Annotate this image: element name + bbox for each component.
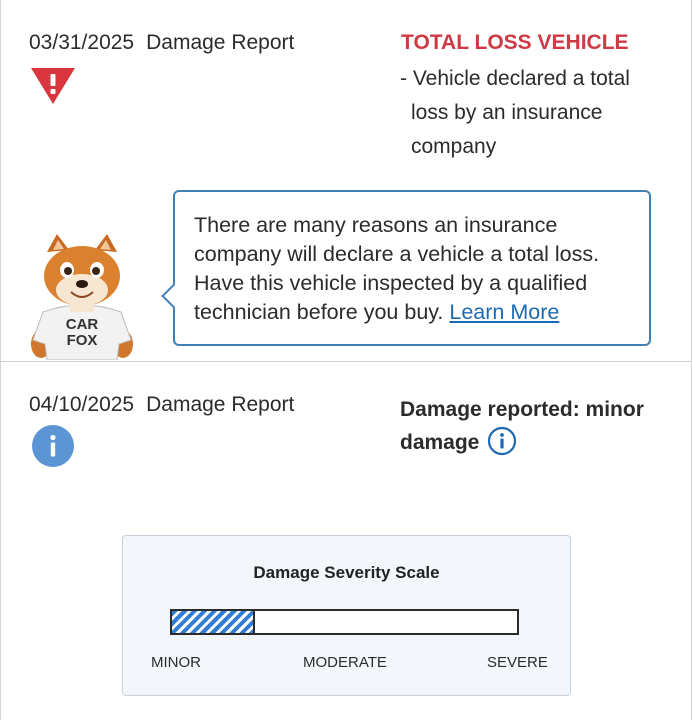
record-type: Damage Report (146, 393, 295, 416)
svg-text:FOX: FOX (66, 332, 98, 349)
learn-more-link[interactable]: Learn More (449, 300, 560, 324)
detail-line: loss by an insurance (411, 101, 603, 124)
scale-label-moderate: MODERATE (303, 654, 387, 671)
scale-label-minor: MINOR (151, 654, 201, 671)
damage-severity-scale (122, 535, 571, 696)
total-loss-headline: TOTAL LOSS VEHICLE (401, 31, 629, 54)
detail-line: - Vehicle declared a total (400, 67, 630, 90)
tip-body: There are many reasons an insurance company will declare a vehicle a total loss. Have this vehicle inspected by a qualified technician before you buy. (194, 213, 600, 324)
record-date: 03/31/2025 (29, 31, 135, 54)
tip-callout (173, 190, 651, 346)
scale-label-severe: SEVERE (487, 654, 548, 671)
tip-text (194, 211, 634, 327)
total-loss-detail (400, 62, 660, 164)
car-fox-mascot (27, 232, 137, 360)
record-date-line (29, 31, 294, 55)
damage-record-total-loss (1, 0, 691, 362)
headline-text: Damage reported: minor damage (400, 398, 644, 454)
record-date-line (29, 393, 294, 417)
mascot-shirt-text: CAR (65, 316, 99, 333)
alert-triangle-icon (29, 66, 77, 106)
detail-line: company (411, 135, 497, 158)
record-type: Damage Report (146, 31, 295, 54)
severity-bar-fill (172, 611, 255, 633)
severity-bar (170, 609, 519, 635)
callout-pointer (161, 283, 186, 308)
info-circle-icon (32, 425, 74, 467)
damage-record-minor (1, 362, 691, 720)
minor-damage-headline (400, 393, 670, 459)
record-date: 04/10/2025 (29, 393, 135, 416)
scale-title: Damage Severity Scale (253, 563, 440, 582)
info-outline-icon[interactable] (487, 426, 517, 456)
